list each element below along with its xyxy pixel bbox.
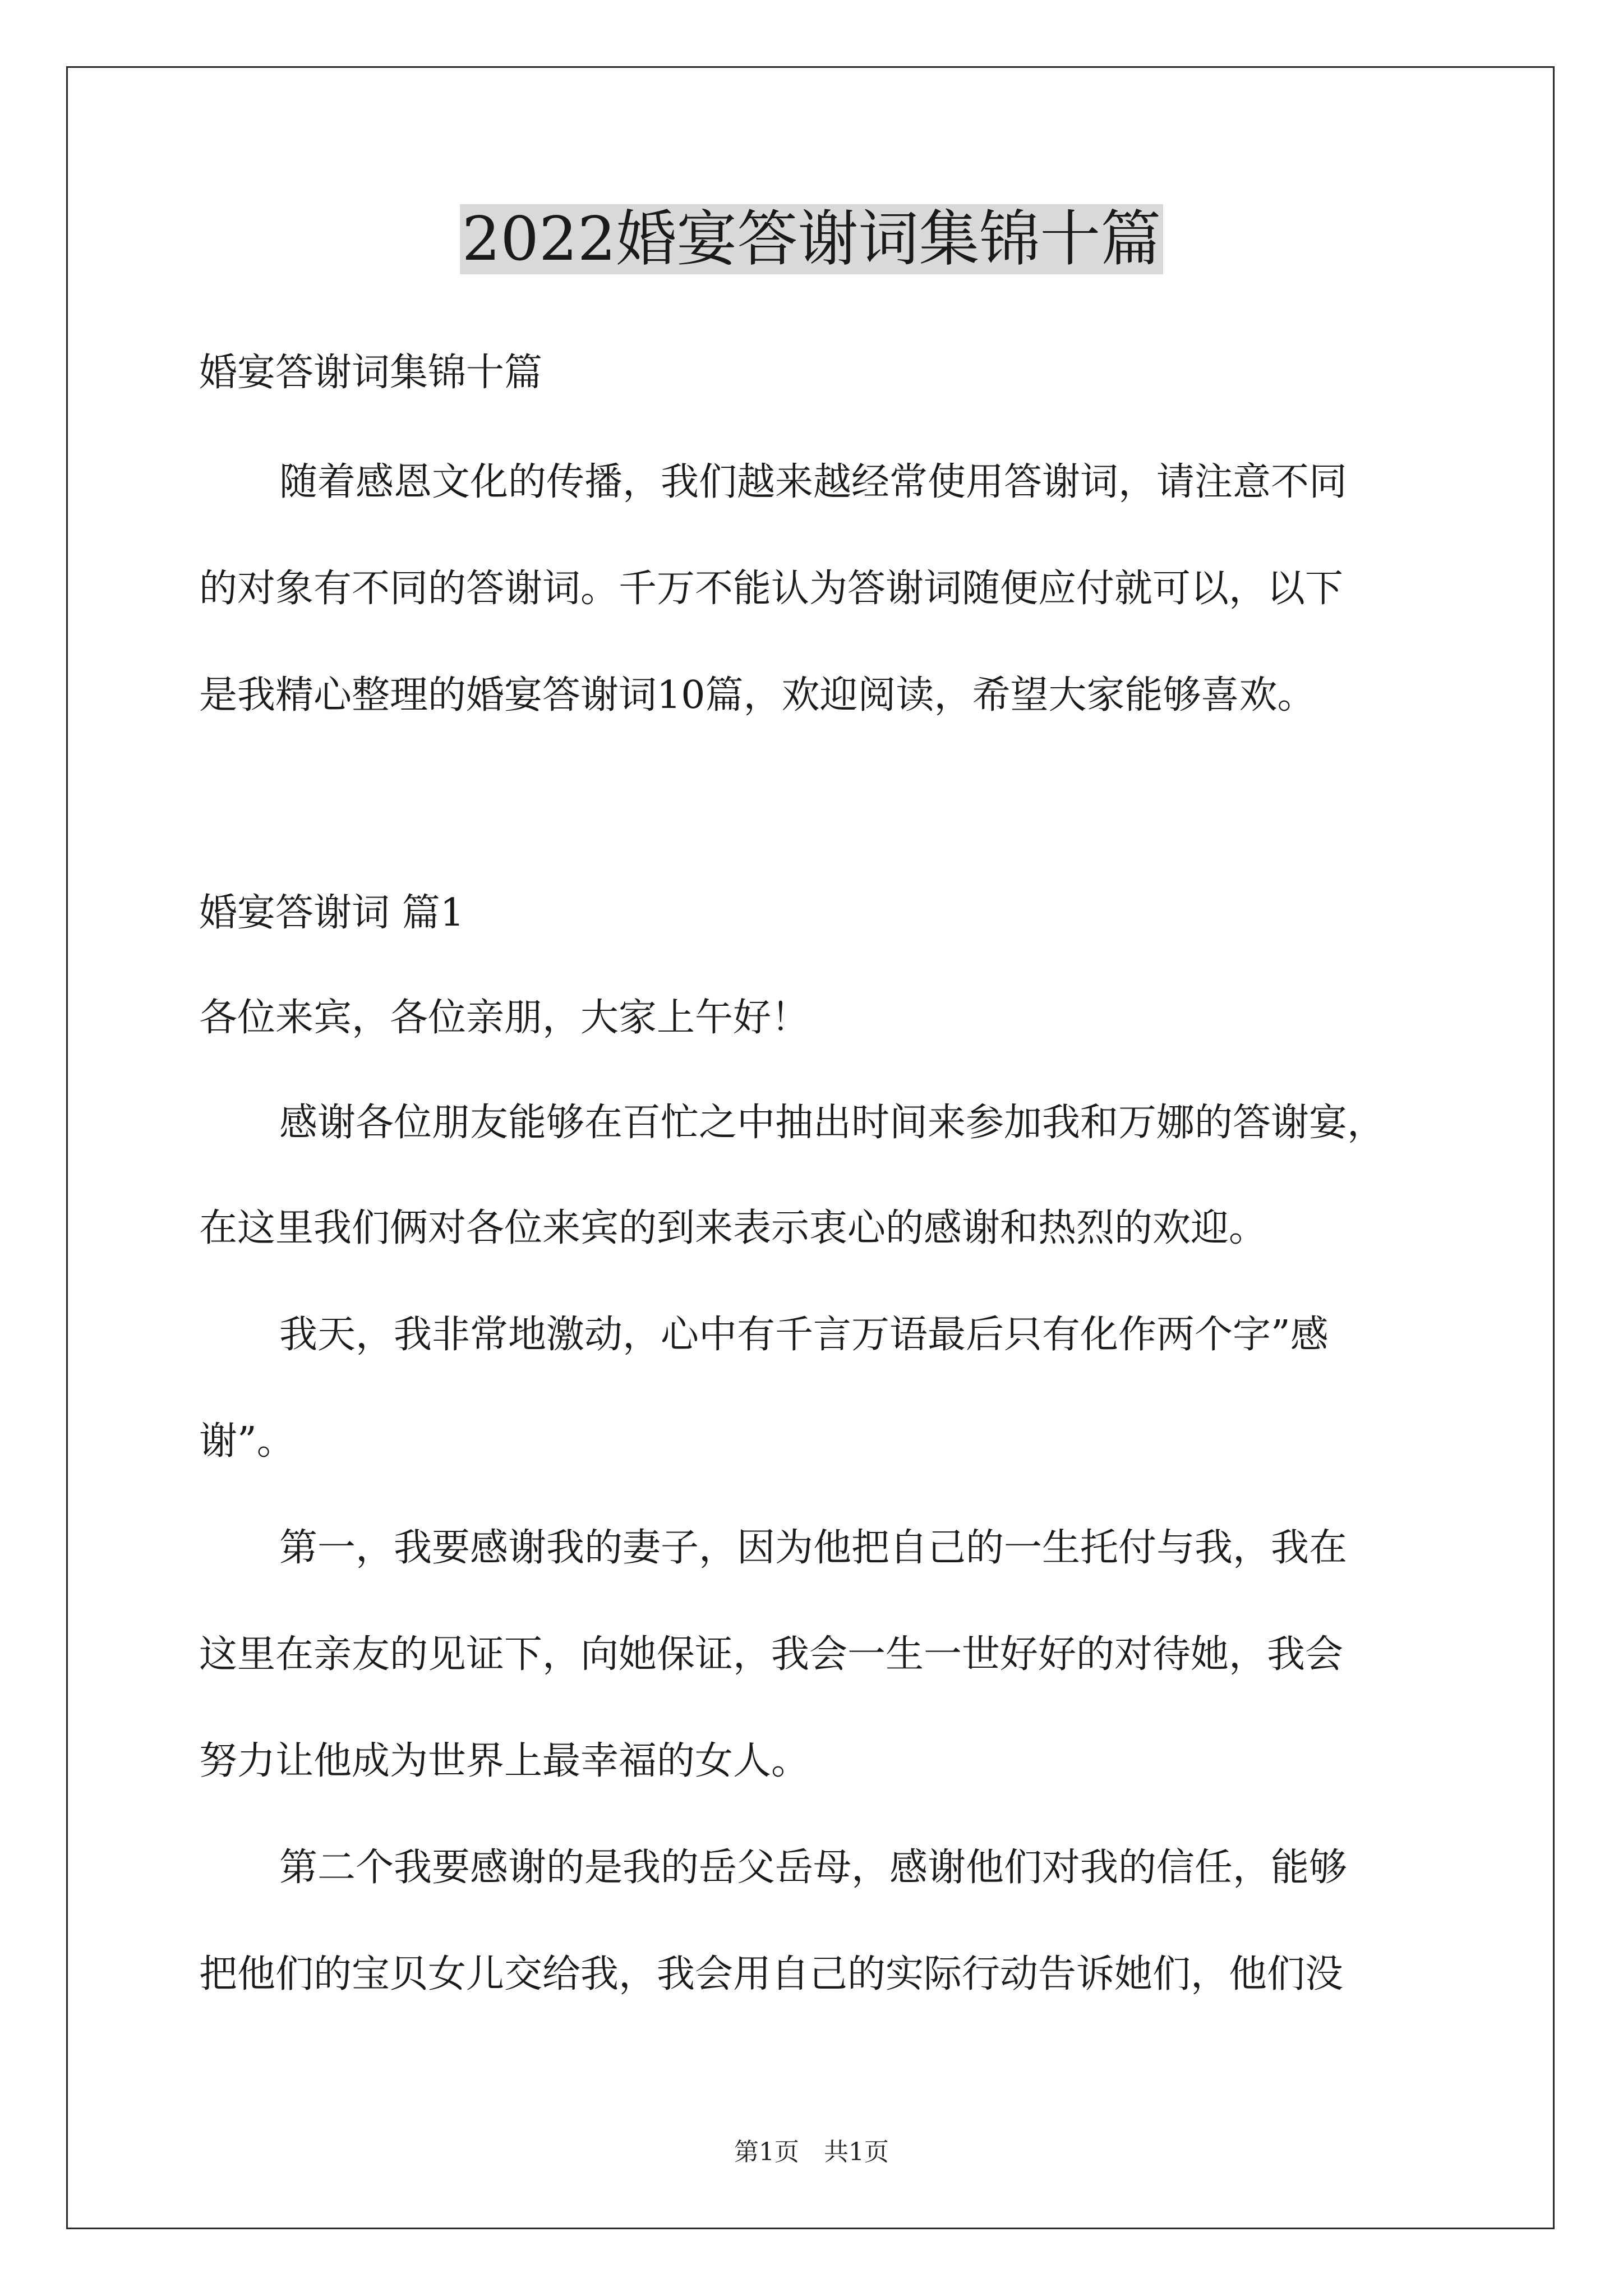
paragraph-line: 的对象有不同的答谢词。千万不能认为答谢词随便应付就可以，以下 (199, 567, 1344, 611)
paragraph-line: 随着感恩文化的传播，我们越来越经常使用答谢词，请注意不同 (279, 460, 1348, 504)
paragraph-line: 是我精心整理的婚宴答谢词10篇，欢迎阅读，希望大家能够喜欢。 (199, 673, 1316, 717)
paragraph-line: 我天，我非常地激动，心中有千言万语最后只有化作两个字”感 (279, 1313, 1329, 1357)
section-heading: 婚宴答谢词 篇1 (199, 891, 464, 935)
document-title: 2022婚宴答谢词集锦十篇 (0, 203, 1623, 276)
paragraph-line: 把他们的宝贝女儿交给我，我会用自己的实际行动告诉她们，他们没 (199, 1952, 1344, 1996)
page-footer: 第1页 共1页 (734, 2138, 889, 2166)
subtitle: 婚宴答谢词集锦十篇 (199, 351, 543, 395)
paragraph-line: 第一，我要感谢我的妻子，因为他把自己的一生托付与我，我在 (279, 1526, 1348, 1570)
paragraph-line: 谢”。 (199, 1419, 295, 1464)
paragraph-line: 这里在亲友的见证下，向她保证，我会一生一世好好的对待她，我会 (199, 1632, 1344, 1677)
paragraph-line: 在这里我们俩对各位来宾的到来表示衷心的感谢和热烈的欢迎。 (199, 1206, 1267, 1250)
paragraph-line: 第二个我要感谢的是我的岳父岳母，感谢他们对我的信任，能够 (279, 1846, 1348, 1890)
paragraph-line: 感谢各位朋友能够在百忙之中抽出时间来参加我和万娜的答谢宴， (279, 1101, 1386, 1145)
paragraph-line: 各位来宾，各位亲朋，大家上午好！ (199, 996, 810, 1040)
paragraph-line: 努力让他成为世界上最幸福的女人。 (199, 1739, 810, 1783)
